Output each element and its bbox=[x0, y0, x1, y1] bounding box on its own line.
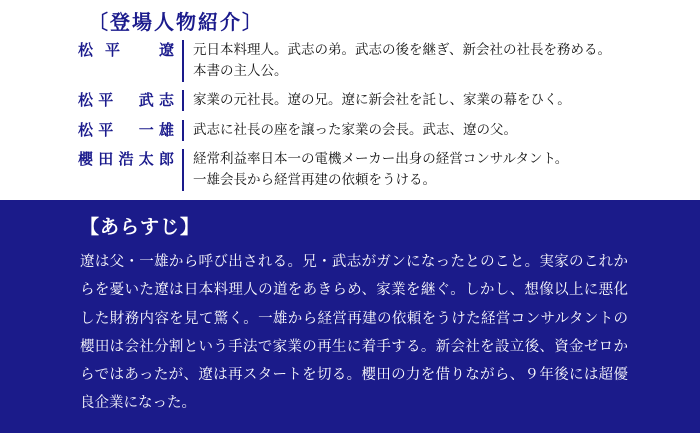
synopsis-section bbox=[0, 200, 700, 433]
characters-section bbox=[0, 0, 700, 200]
synopsis-heading: 【あらすじ】 bbox=[80, 216, 201, 238]
character-description-line: 家業の元社長。遼の兄。遼に新会社を託し、家業の幕をひく。 bbox=[193, 91, 571, 108]
synopsis-body: 遼は父・一雄から呼び出される。兄・武志がガンになったとのこと。実家のこれからを憂いた遼は日本料理人の道をあきらめ、家業を継ぐ。しかし、想像以上に悪化した財務内容を見て驚く。一雄から経営再建の依頼をうけた経営コンサルタントの櫻田は会社分割という手法で家業の再生に着手する。新会社を設立後、資金ゼロからではあったが、遼は再スタートを切る。櫻田の力を借りながら、９年後には超優良企業になった。 bbox=[80, 254, 628, 412]
character-description bbox=[182, 40, 678, 82]
character-description bbox=[182, 149, 678, 191]
character-description bbox=[182, 120, 678, 141]
character-description-line: 武志に社長の座を譲った家業の会長。武志、遼の父。 bbox=[193, 121, 517, 138]
characters-list bbox=[78, 40, 678, 199]
character-description-line: 元日本料理人。武志の弟。武志の後を継ぎ、新会社の社長を務める。 bbox=[193, 42, 611, 58]
character-name: 松平 武志 bbox=[78, 90, 174, 109]
character-name: 松平 一雄 bbox=[78, 120, 174, 139]
character-row bbox=[78, 40, 678, 82]
characters-heading: 〔登場人物紹介〕 bbox=[88, 10, 264, 34]
character-description-line: 経常利益率日本一の電機メーカー出身の経営コンサルタント。 bbox=[193, 151, 569, 168]
character-description-line: 一雄会長から経営再建の依頼をうける。 bbox=[193, 172, 436, 189]
character-row bbox=[78, 149, 678, 191]
character-name: 松平 遼 bbox=[78, 41, 174, 59]
character-description bbox=[182, 90, 678, 111]
character-description-line: 本書の主人公。 bbox=[193, 62, 288, 79]
character-row bbox=[78, 120, 678, 142]
character-row bbox=[78, 90, 678, 112]
character-name: 櫻田浩太郎 bbox=[78, 150, 174, 169]
